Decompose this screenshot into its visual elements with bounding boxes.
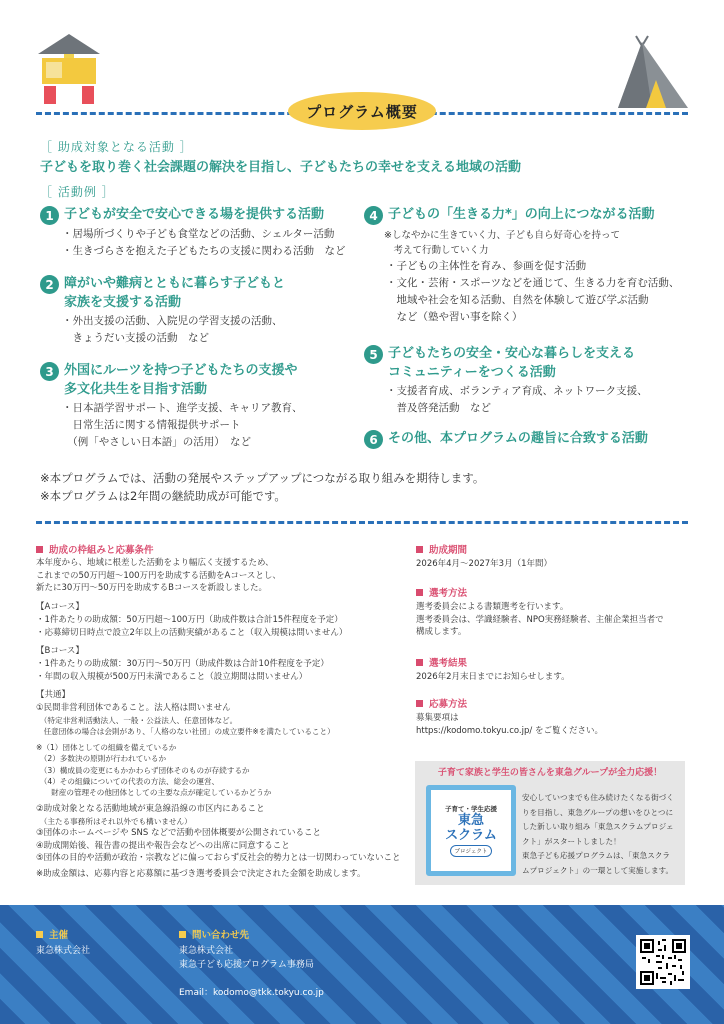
category-4 bbox=[364, 205, 694, 326]
section-marker bbox=[416, 546, 423, 553]
list-item: ・外出支援の活動、入院児の学習支援の活動、 bbox=[62, 315, 283, 327]
footer-heading: 問い合わせ先 bbox=[192, 930, 250, 941]
list-item: 地域や社会を知る活動、自然を体験して遊び学ぶ活動 bbox=[386, 294, 649, 306]
footer-marker bbox=[179, 931, 186, 938]
footer-marker bbox=[36, 931, 43, 938]
text-line: 本年度から、地域に根差した活動をより幅広く支援するため、 bbox=[36, 558, 274, 568]
footer-heading: 主催 bbox=[49, 930, 69, 941]
results-section bbox=[416, 655, 696, 684]
text-line: ・1件あたりの助成額：50万円超～100万円（助成件数は合計15件程度を予定） bbox=[36, 614, 343, 625]
text-line: 東急子ども応援プログラムは、「東急スクラ bbox=[522, 851, 670, 860]
text-line: ムプロジェクト」の一環として実施します。 bbox=[522, 865, 674, 875]
framework-section bbox=[36, 542, 408, 881]
target-heading: ［ 助成対象となる活動 ］ bbox=[40, 140, 193, 154]
number-badge: 3 bbox=[40, 362, 59, 381]
text-line: ③団体のホームページや SNS などで活動や団体概要が公開されていること bbox=[36, 828, 322, 839]
contact-email[interactable]: Email：kodomo@tkk.tokyu.co.jp bbox=[179, 988, 324, 998]
section-marker bbox=[416, 700, 423, 707]
category-1 bbox=[40, 205, 360, 260]
text-line: これまでの50万円超～100万円を助成する活動をAコースとし、 bbox=[36, 570, 281, 581]
text-line: ②助成対象となる活動地域が東急線沿線の市区内にあること bbox=[36, 804, 265, 815]
text-line: ④助成開始後、報告書の提出や報告会などへの出席に同意すること bbox=[36, 840, 290, 851]
text-line: クト」がスタートしました！ bbox=[522, 836, 621, 846]
logo-text: 子育て・学生応援 bbox=[445, 805, 497, 813]
note-line: ※本プログラムは2年間の継続助成が可能です。 bbox=[40, 489, 286, 503]
text-line: （主たる事務所はそれ以外でも構いません） bbox=[36, 816, 192, 826]
text-line: （特定非営利活動法人、一般・公益法人、任意団体など。 bbox=[36, 715, 238, 725]
program-notes bbox=[40, 469, 484, 505]
list-item: ・生きづらさを抱えた子どもたちの支援に関わる活動 など bbox=[62, 245, 346, 257]
category-title: 子どもの「生きる力*」の向上につながる活動 bbox=[388, 207, 655, 222]
contact-line: 東急株式会社 bbox=[179, 946, 234, 956]
number-badge: 1 bbox=[40, 206, 59, 225]
category-title: 外国にルーツを持つ子どもたちの支援や bbox=[64, 363, 298, 378]
section-heading: 助成の枠組みと応募条件 bbox=[49, 545, 154, 556]
footnote-line: ※（1）団体としての組織を備えているか bbox=[36, 743, 177, 753]
results-text: 2026年2月末日までにお知らせします。 bbox=[416, 672, 570, 682]
list-item: 普及啓発活動 など bbox=[386, 402, 491, 414]
scrum-project-logo bbox=[426, 785, 516, 876]
text-line: ①民間非営利団体であること。法人格は問いません bbox=[36, 703, 231, 714]
text-line: した新しい取り組み「東急スクラムプロジェ bbox=[522, 822, 674, 831]
scrum-project-box bbox=[415, 761, 685, 885]
list-item: （例「やさしい日本語」の活用） など bbox=[62, 436, 251, 448]
house-illustration bbox=[36, 32, 102, 110]
organizer-name: 東急株式会社 bbox=[36, 946, 91, 956]
footnote-line: （2）多数決の原則が行われているか bbox=[36, 754, 167, 764]
tent-illustration bbox=[616, 32, 690, 112]
text-line: ・年間の収入規模が500万円未満であること（設立期間は問いません） bbox=[36, 671, 308, 682]
text-line: 新たに30万円～50万円を助成するBコースを新設しました。 bbox=[36, 583, 268, 594]
section-marker bbox=[416, 659, 423, 666]
text-line: ・1件あたりの助成額：30万円～50万円（助成件数は合計10件程度を予定） bbox=[36, 658, 329, 669]
section-heading: 助成期間 bbox=[429, 545, 468, 556]
examples-heading: ［ 活動例 ］ bbox=[40, 185, 115, 199]
footnote-line: （3）構成員の変更にもかかわらず団体そのものが存続するか bbox=[36, 765, 250, 775]
contact-block bbox=[179, 927, 324, 1000]
logo-text: 東急 bbox=[457, 813, 484, 828]
section-marker bbox=[416, 589, 423, 596]
category-3 bbox=[40, 361, 360, 451]
footnote-line: ※しなやかに生きていく力、子ども自ら好奇心を持って bbox=[384, 230, 620, 241]
qr-code-icon bbox=[640, 939, 686, 985]
text-line: 安心していつまでも住み続けたくなる街づく bbox=[522, 793, 674, 802]
list-item: ・子どもの主体性を育み、参画を促す活動 bbox=[386, 260, 587, 272]
page-title: プログラム概要 bbox=[288, 92, 436, 130]
category-title-line2: コミュニティーをつくる活動 bbox=[388, 365, 556, 380]
period-section bbox=[416, 542, 696, 571]
note-line: ※本プログラムでは、活動の発展やステップアップにつながる取り組みを期待します。 bbox=[40, 471, 485, 485]
selection-section bbox=[416, 585, 696, 639]
category-title: 子どもたちの安全・安心な暮らしを支える bbox=[388, 346, 636, 361]
text-line: 選考委員会による書類選考を行います。 bbox=[416, 602, 569, 612]
number-badge: 5 bbox=[364, 345, 383, 364]
text-line: 募集要項は bbox=[416, 713, 459, 723]
text-line: りを目指し、東急グループの想いをひとつに bbox=[522, 807, 674, 817]
list-item: 日常生活に関する情報提供サポート bbox=[62, 419, 241, 431]
list-item: など（塾や習い事を除く） bbox=[386, 311, 523, 323]
section-heading: 選考方法 bbox=[429, 588, 468, 599]
course-b-heading: 【Bコース】 bbox=[36, 646, 84, 657]
category-2 bbox=[40, 274, 360, 347]
text-line: 任意団体の場合は会則があり、「人格のない社団」の成立要件※を満たしていること） bbox=[36, 726, 335, 736]
logo-text: スクラム bbox=[445, 828, 497, 843]
common-heading: 【共通】 bbox=[36, 690, 71, 701]
footer bbox=[0, 905, 724, 1024]
footnote-line: （4）その組織についての代表の方法、総会の運営、 bbox=[36, 776, 220, 786]
logo-text: プロジェクト bbox=[450, 845, 493, 857]
text-line: 選考委員会は、学識経験者、NPO実務経験者、主催企業担当者で bbox=[416, 614, 664, 625]
list-item: ・日本語学習サポート、進学支援、キャリア教育、 bbox=[62, 402, 303, 414]
section-marker bbox=[36, 546, 43, 553]
list-item: ・支援者育成、ボランティア育成、ネットワーク支援、 bbox=[386, 385, 648, 397]
course-a-heading: 【Aコース】 bbox=[36, 602, 84, 613]
period-text: 2026年4月～2027年3月（1年間） bbox=[416, 559, 552, 569]
promo-heading: 子育て家族と学生の皆さんを東急グループが全力応援！ bbox=[437, 768, 663, 778]
qr-code[interactable] bbox=[636, 935, 690, 989]
section-heading: 選考結果 bbox=[429, 658, 468, 669]
section-heading: 応募方法 bbox=[429, 699, 468, 710]
organizer-block bbox=[36, 927, 90, 958]
middle-dashed-divider bbox=[36, 521, 688, 524]
number-badge: 4 bbox=[364, 206, 383, 225]
number-badge: 2 bbox=[40, 275, 59, 294]
category-title: 障がいや難病とともに暮らす子どもと bbox=[64, 276, 286, 291]
category-title-line2: 多文化共生を目指す活動 bbox=[64, 382, 208, 397]
category-5 bbox=[364, 344, 694, 417]
list-item: きょうだい支援の活動 など bbox=[62, 332, 209, 344]
category-title: 子どもが安全で安心できる場を提供する活動 bbox=[64, 207, 325, 222]
category-6 bbox=[364, 429, 694, 449]
footnote-line: 財産の管理その他団体としての主要な点が確定しているかどうか bbox=[36, 787, 272, 797]
footnote-line: 考えて行動していく力 bbox=[384, 245, 489, 256]
category-title-line2: 家族を支援する活動 bbox=[64, 295, 182, 310]
number-badge: 6 bbox=[364, 430, 383, 449]
text-line: ⑤団体の目的や活動が政治・宗教などに偏っておらず反社会的勢力とは一切関わっていないこと bbox=[36, 853, 401, 864]
text-line: 構成します。 bbox=[416, 627, 467, 638]
category-title: その他、本プログラムの趣旨に合致する活動 bbox=[388, 431, 648, 446]
list-item: ・文化・芸術・スポーツなどを通じて、生きる力を育む活動、 bbox=[386, 277, 680, 289]
final-note: ※助成金額は、応募内容と応募額に基づき選考委員会で決定された金額を助成します。 bbox=[36, 869, 366, 880]
text-line: ・応募締切日時点で設立2年以上の活動実績があること（収入規模は問いません） bbox=[36, 627, 348, 638]
apply-url[interactable]: https://kodomo.tokyu.co.jp/ をご覧ください。 bbox=[416, 725, 603, 736]
target-lead: 子どもを取り巻く社会課題の解決を目指し、子どもたちの幸せを支える地域の活動 bbox=[40, 160, 522, 175]
list-item: ・居場所づくりや子ども食堂などの活動、シェルター活動 bbox=[62, 228, 335, 240]
apply-section bbox=[416, 696, 696, 737]
contact-line: 東急子ども応援プログラム事務局 bbox=[179, 960, 314, 970]
